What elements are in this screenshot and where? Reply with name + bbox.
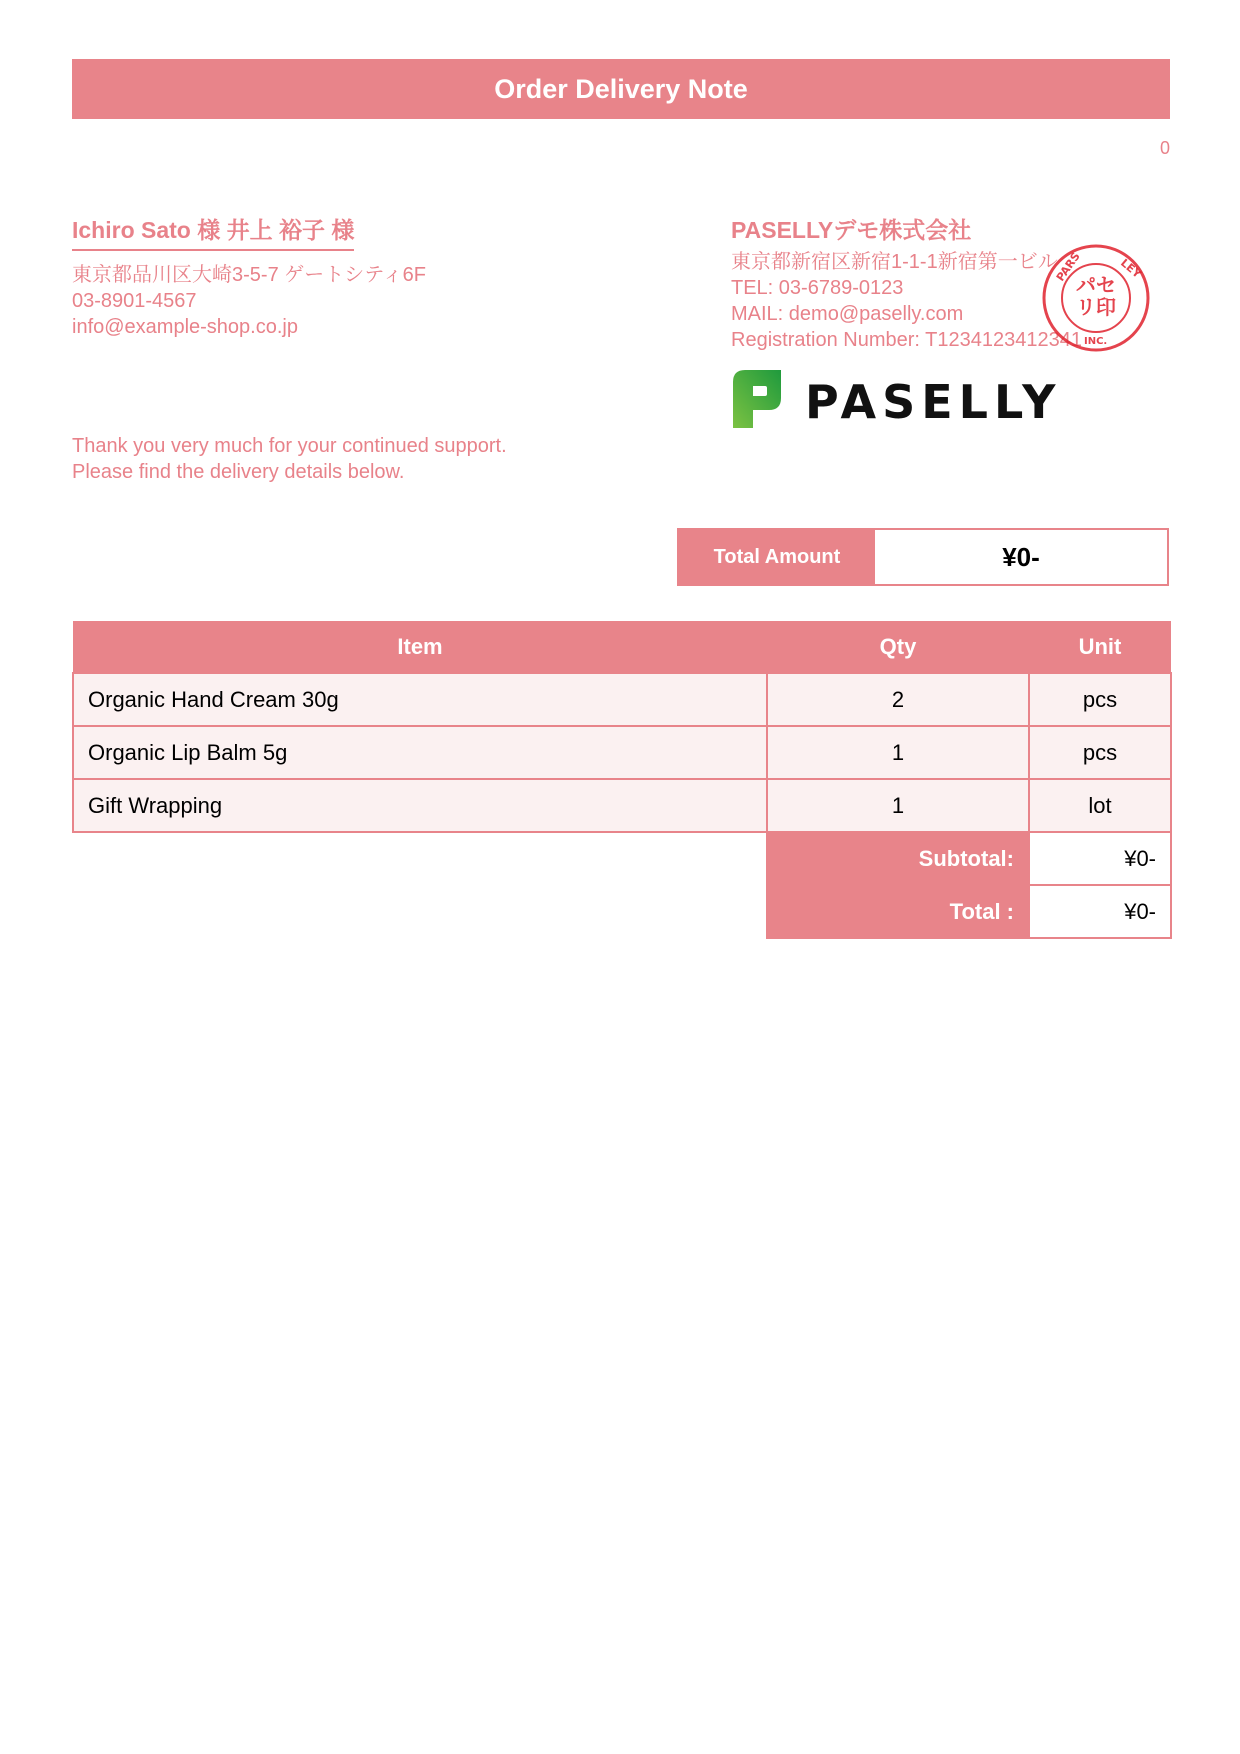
column-header-unit: Unit: [1029, 621, 1171, 673]
item-unit: pcs: [1029, 673, 1171, 726]
svg-text:パセ: パセ: [1076, 273, 1116, 297]
total-amount-value: ¥0-: [1002, 541, 1040, 572]
total-value: ¥0-: [1029, 885, 1171, 938]
item-unit: pcs: [1029, 726, 1171, 779]
document-title: Order Delivery Note: [72, 59, 1170, 119]
customer-address: 東京都品川区大崎3-5-7 ゲートシティ6F: [72, 264, 426, 286]
subtotal-value: ¥0-: [1029, 832, 1171, 885]
total-amount-box: [677, 528, 1169, 586]
column-header-item: Item: [73, 621, 767, 673]
item-qty: 1: [767, 779, 1029, 832]
column-header-qty: Qty: [767, 621, 1029, 673]
total-row: [73, 885, 1171, 938]
customer-name: Ichiro Sato 様 井上 裕子 様: [72, 212, 354, 251]
subtotal-spacer: [73, 832, 767, 885]
company-name: PASELLYデモ株式会社: [731, 217, 972, 243]
greeting-line-1: Thank you very much for your continued support.: [72, 435, 507, 457]
item-unit: lot: [1029, 779, 1171, 832]
total-amount-label: Total Amount: [679, 530, 875, 584]
company-address: 東京都新宿区新宿1-1-1新宿第一ビル: [731, 251, 1058, 273]
customer-phone: 03-8901-4567: [72, 290, 197, 312]
customer-email: info@example-shop.co.jp: [72, 316, 298, 338]
company-registration: Registration Number: T1234123412341: [731, 329, 1082, 351]
item-name: Organic Hand Cream 30g: [73, 673, 767, 726]
total-spacer: [73, 885, 767, 938]
items-table: [72, 621, 1172, 939]
item-name: Gift Wrapping: [73, 779, 767, 832]
svg-text:PARS: PARS: [1053, 250, 1083, 284]
paselly-logo: [731, 368, 1071, 430]
subtotal-row: [73, 832, 1171, 885]
company-mail: MAIL: demo@paselly.com: [731, 303, 964, 325]
company-tel: TEL: 03-6789-0123: [731, 277, 904, 299]
document-number: 0: [1159, 138, 1170, 158]
subtotal-label: Subtotal:: [767, 832, 1029, 885]
company-seal-stamp: [1040, 242, 1152, 354]
greeting-line-2: Please find the delivery details below.: [72, 461, 405, 483]
table-row: [73, 673, 1171, 726]
item-name: Organic Lip Balm 5g: [73, 726, 767, 779]
svg-text:リ印: リ印: [1076, 295, 1116, 319]
total-label: Total :: [767, 885, 1029, 938]
table-header-row: [73, 621, 1171, 673]
table-row: [73, 779, 1171, 832]
item-qty: 2: [767, 673, 1029, 726]
company-info: [731, 249, 1082, 353]
svg-text:LEY: LEY: [1118, 256, 1144, 281]
table-row: [73, 726, 1171, 779]
svg-text:INC.: INC.: [1084, 336, 1108, 347]
logo-text: PASELLY: [805, 375, 1062, 429]
customer-info: [72, 262, 426, 340]
item-qty: 1: [767, 726, 1029, 779]
greeting-message: [72, 433, 507, 485]
